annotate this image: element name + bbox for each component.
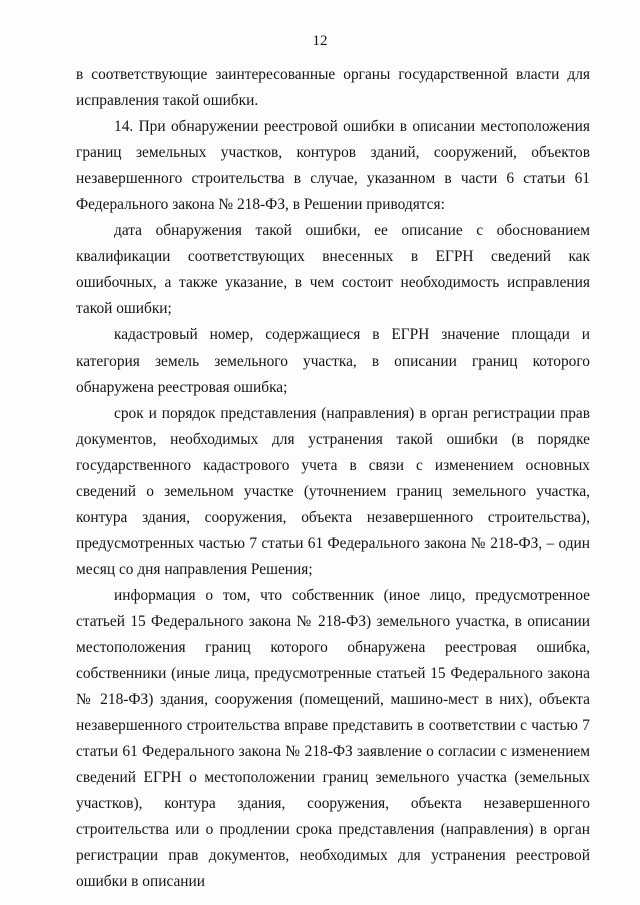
paragraph-item-14: 14. При обнаружении реестровой ошибки в описании местоположения границ земельных участков, контуров зданий, сооружений, объектов незавершенного строительства в случае, указанном в части 6 статьи 61 Федерального закона № 218-ФЗ, в Решении приводятся: [76,118,590,214]
paragraph-owner-information: информация о том, что собственник (иное лицо, предусмотренное статьей 15 Федерального закона № 218-ФЗ) земельного участка, в описании местоположения границ которого обнаружена реестровая ошибка, собственники (иные лица, предусмотренные статьей 15 Федерального закона № 218-ФЗ) здания, сооружения (помещений, машино-мест в них), объекта незавершенного строительства вправе представить в соответствии с частью 7 статьи 61 Федерального закона № 218-ФЗ заявление о согласии с изменением сведений ЕГРН о местоположении границ земельного участка (земельных участков), контура здания, сооружения, объекта незавершенного строительства или о продлении срока представления (направления) в орган регистрации прав документов, необходимых для устранения реестровой ошибки в описании [76,586,590,891]
paragraph-error-date: дата обнаружения такой ошибки, ее описание с обоснованием квалификации соответствующих внесенных в ЕГРН сведений как ошибочных, а также указание, в чем состоит необходимость исправления такой ошибки; [76,222,590,318]
page-number: 12 [312,33,328,49]
document-body [76,62,590,896]
paragraph-continuation: в соответствующие заинтересованные органы государственной власти для исправления такой ошибки. [76,66,590,110]
paragraph-deadline: срок и порядок представления (направления) в орган регистрации прав документов, необходимых для устранения такой ошибки (в порядке государственного кадастрового учета в связи с изменением основных сведений о земельном участке (уточнением границ земельного участка, контура здания, сооружения, объекта незавершенного строительства), предусмотренных частью 7 статьи 61 Федерального закона № 218-ФЗ, – один месяц со дня направления Решения; [76,404,590,578]
paragraph-cadastral-number: кадастровый номер, содержащиеся в ЕГРН значение площади и категория земель земельного участка, в описании границ которого обнаружена реестровая ошибка; [76,326,590,396]
